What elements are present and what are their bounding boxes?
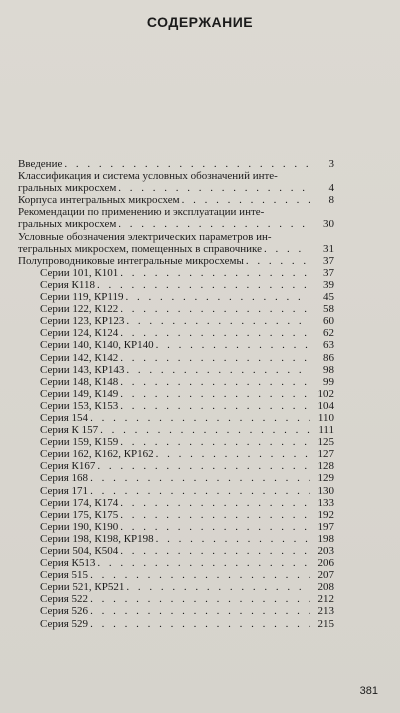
- dot-leader: [120, 509, 310, 521]
- toc-entry-title: Серии 143, КР143: [40, 363, 125, 376]
- toc-entry-title: Серия 171: [40, 484, 89, 497]
- toc-entry-title: Серия 522: [40, 593, 89, 606]
- toc-entry-title: Серии 122, К122: [40, 303, 119, 316]
- toc-series-entry: [40, 581, 334, 593]
- toc-page-number: 215: [317, 617, 334, 630]
- toc-entry-title: Серии 198, К198, КР198: [40, 532, 154, 545]
- toc-page-number: 133: [317, 496, 334, 509]
- toc-series-entry: [40, 376, 334, 388]
- toc-line: [40, 291, 334, 303]
- toc-entry-title: Серии 174, К174: [40, 496, 119, 509]
- dot-leader: [90, 412, 310, 424]
- toc-page-number: 198: [317, 532, 334, 545]
- toc-entry-title: тегральных микросхем, помещенных в справочнике: [18, 242, 262, 255]
- toc-entry-title: Серии 123, КР123: [40, 315, 125, 328]
- dot-leader: [97, 460, 310, 472]
- toc-entry-title: Серии 159, К159: [40, 436, 119, 449]
- toc-line: [40, 279, 334, 291]
- toc-line: [40, 436, 334, 448]
- toc-line: [18, 231, 334, 243]
- toc-entry-title: Серия 526: [40, 605, 89, 618]
- dot-leader: [126, 364, 310, 376]
- toc-line: [40, 593, 334, 605]
- toc-line: [40, 267, 334, 279]
- dot-leader: [126, 581, 310, 593]
- toc-series-entry: [40, 557, 334, 569]
- toc-entry-title: Серия 529: [40, 617, 89, 630]
- toc-series-entry: [40, 339, 334, 351]
- toc-line: [18, 170, 334, 182]
- toc-line: [40, 448, 334, 460]
- toc-line: [40, 581, 334, 593]
- toc-line: [40, 376, 334, 388]
- dot-leader: [120, 545, 310, 557]
- toc-line: [40, 400, 334, 412]
- toc-series-entry: [40, 485, 334, 497]
- toc-line: [18, 255, 334, 267]
- toc-page-number: 58: [323, 303, 334, 316]
- toc-page-number: 203: [317, 545, 334, 557]
- toc-entry-title: Серия К118: [40, 278, 95, 291]
- toc-page-number: 127: [317, 448, 334, 461]
- dot-leader: [90, 569, 310, 581]
- toc-line: [40, 352, 334, 364]
- toc-line: [40, 618, 334, 630]
- toc-entry: [18, 170, 334, 194]
- dot-leader: [156, 448, 310, 460]
- toc-series-entry: [40, 267, 334, 279]
- table-of-contents: [18, 158, 334, 630]
- dot-leader: [120, 388, 310, 400]
- toc-line: [40, 424, 334, 436]
- toc-entry-title: Полупроводниковые интегральные микросхемы: [18, 254, 244, 267]
- toc-page-number: 8: [328, 194, 334, 207]
- dot-leader: [90, 472, 310, 484]
- toc-page-number: 39: [323, 278, 334, 291]
- toc-line: [40, 557, 334, 569]
- dot-leader: [120, 352, 310, 364]
- toc-page-number: 104: [317, 399, 334, 412]
- toc-entry-title: Серия К167: [40, 460, 96, 473]
- toc-line: [40, 472, 334, 484]
- dot-leader: [90, 618, 310, 630]
- toc-line: [40, 533, 334, 545]
- toc-entry-title: Серии 175, К175: [40, 508, 119, 521]
- dot-leader: [246, 255, 310, 267]
- toc-series-entry: [40, 291, 334, 303]
- toc-line: [40, 364, 334, 376]
- toc-line: [40, 303, 334, 315]
- toc-entry-title: Серии 124, К124: [40, 327, 119, 340]
- dot-leader: [120, 497, 310, 509]
- toc-series-entry: [40, 497, 334, 509]
- toc-entry-title: Серия 515: [40, 569, 89, 582]
- toc-entry: [18, 255, 334, 267]
- dot-leader: [120, 400, 310, 412]
- toc-page-number: 99: [323, 375, 334, 388]
- dot-leader: [182, 194, 310, 206]
- toc-entry-title: Классификация и система условных обозначений инте-: [18, 170, 278, 183]
- toc-line: [40, 388, 334, 400]
- toc-page-number: 128: [317, 460, 334, 473]
- toc-page-number: 60: [323, 315, 334, 328]
- toc-entry-title: Серии 142, К142: [40, 351, 119, 364]
- toc-page-number: 37: [323, 266, 334, 279]
- toc-page-number: 4: [328, 182, 334, 195]
- toc-page-number: 206: [317, 557, 334, 570]
- toc-page-number: 62: [323, 327, 334, 340]
- toc-page-number: 213: [317, 605, 334, 618]
- toc-page-number: 129: [317, 472, 334, 485]
- toc-series-entry: [40, 605, 334, 617]
- toc-series-entry: [40, 327, 334, 339]
- dot-leader: [120, 376, 310, 388]
- toc-series-entry: [40, 472, 334, 484]
- toc-page-number: 110: [317, 411, 334, 424]
- dot-leader: [118, 182, 310, 194]
- dot-leader: [97, 279, 310, 291]
- toc-line: [18, 243, 334, 255]
- toc-page-number: 125: [317, 436, 334, 449]
- toc-entry-title: Серия 154: [40, 411, 89, 424]
- dot-leader: [90, 605, 310, 617]
- page-title: СОДЕРЖАНИЕ: [146, 14, 254, 30]
- toc-entry-title: Серии 153, К153: [40, 399, 119, 412]
- toc-entry-title: Серии 504, К504: [40, 545, 119, 557]
- toc-series-entry: [40, 448, 334, 460]
- toc-entry-title: Серии 119, КР119: [40, 291, 124, 304]
- toc-page-number: 31: [323, 242, 334, 255]
- toc-page-number: 45: [323, 291, 334, 304]
- dot-leader: [126, 315, 310, 327]
- dot-leader: [126, 291, 310, 303]
- toc-entry-title: Серии 101, К101: [40, 266, 119, 279]
- dot-leader: [120, 436, 310, 448]
- toc-entry-title: Серии 148, К148: [40, 375, 119, 388]
- toc-line: [40, 509, 334, 521]
- dot-leader: [120, 303, 310, 315]
- toc-line: [40, 327, 334, 339]
- toc-series-entry: [40, 521, 334, 533]
- toc-series-entry: [40, 279, 334, 291]
- toc-line: [40, 339, 334, 351]
- toc-page-number: 30: [323, 218, 334, 231]
- toc-entry-title: Корпуса интегральных микросхем: [18, 194, 180, 207]
- toc-line: [40, 497, 334, 509]
- dot-leader: [120, 521, 310, 533]
- dot-leader: [90, 593, 310, 605]
- toc-entry-title: Серии 162, К162, КР162: [40, 448, 154, 461]
- toc-line: [40, 569, 334, 581]
- toc-series-entry: [40, 593, 334, 605]
- toc-entry-title: Серия 168: [40, 472, 89, 485]
- toc-page-number: 102: [317, 387, 334, 400]
- dot-leader: [118, 218, 310, 230]
- toc-page-number: 111: [318, 424, 334, 437]
- toc-entry-title: Серии 190, К190: [40, 520, 119, 533]
- toc-entry-title: Рекомендации по применению и эксплуатации инте-: [18, 206, 265, 219]
- toc-series-entry: [40, 460, 334, 472]
- toc-line: [40, 521, 334, 533]
- toc-series-entry: [40, 388, 334, 400]
- toc-line: [40, 605, 334, 617]
- dot-leader: [90, 485, 310, 497]
- dot-leader: [120, 327, 310, 339]
- dot-leader: [120, 267, 310, 279]
- toc-series-entry: [40, 424, 334, 436]
- toc-entry-title: Серия К513: [40, 557, 96, 570]
- toc-entry-title: Серии 149, К149: [40, 387, 119, 400]
- dot-leader: [97, 557, 310, 569]
- toc-series-entry: [40, 533, 334, 545]
- toc-entry-title: гральных микросхем: [18, 218, 117, 231]
- toc-entry: [18, 206, 334, 230]
- dot-leader: [264, 243, 310, 255]
- toc-series-entry: [40, 303, 334, 315]
- page-number: 381: [359, 685, 378, 697]
- toc-page-number: 130: [317, 484, 334, 497]
- toc-entry-title: гральных микросхем: [18, 182, 117, 195]
- dot-leader: [100, 424, 310, 436]
- toc-series-entry: [40, 618, 334, 630]
- toc-page-number: 63: [323, 339, 334, 352]
- dot-leader: [156, 533, 310, 545]
- toc-line: [18, 182, 334, 194]
- toc-page-number: 37: [323, 254, 334, 267]
- toc-page-number: 3: [328, 158, 334, 170]
- toc-line: [18, 206, 334, 218]
- toc-line: [40, 485, 334, 497]
- dot-leader: [64, 158, 310, 170]
- toc-page-number: 208: [317, 581, 334, 594]
- toc-page-number: 197: [317, 520, 334, 533]
- toc-page-number: 192: [317, 508, 334, 521]
- toc-entry: [18, 231, 334, 255]
- toc-series-entry: [40, 509, 334, 521]
- toc-line: [40, 412, 334, 424]
- toc-line: [40, 315, 334, 327]
- toc-line: [18, 194, 334, 206]
- toc-line: [40, 460, 334, 472]
- toc-entry: [18, 194, 334, 206]
- toc-series-entry: [40, 569, 334, 581]
- toc-entry-title: Серии 140, К140, КР140: [40, 339, 154, 352]
- toc-series-entry: [40, 315, 334, 327]
- toc-entry: [18, 158, 334, 170]
- toc-page-number: 212: [317, 593, 334, 606]
- toc-line: [18, 218, 334, 230]
- toc-entry-title: Серия К 157: [40, 424, 99, 437]
- toc-page-number: 98: [323, 363, 334, 376]
- toc-page-number: 207: [317, 569, 334, 582]
- toc-entry-title: Серии 521, КР521: [40, 581, 125, 594]
- toc-series-entry: [40, 545, 334, 557]
- toc-entry-title: Введение: [18, 158, 63, 170]
- toc-line: [40, 545, 334, 557]
- dot-leader: [156, 339, 310, 351]
- toc-page-number: 86: [323, 351, 334, 364]
- toc-series-entry: [40, 412, 334, 424]
- toc-entry-title: Условные обозначения электрических параметров ин-: [18, 230, 272, 243]
- toc-line: [18, 158, 334, 170]
- toc-series-entry: [40, 400, 334, 412]
- toc-series-entry: [40, 436, 334, 448]
- toc-series-entry: [40, 352, 334, 364]
- toc-series-entry: [40, 364, 334, 376]
